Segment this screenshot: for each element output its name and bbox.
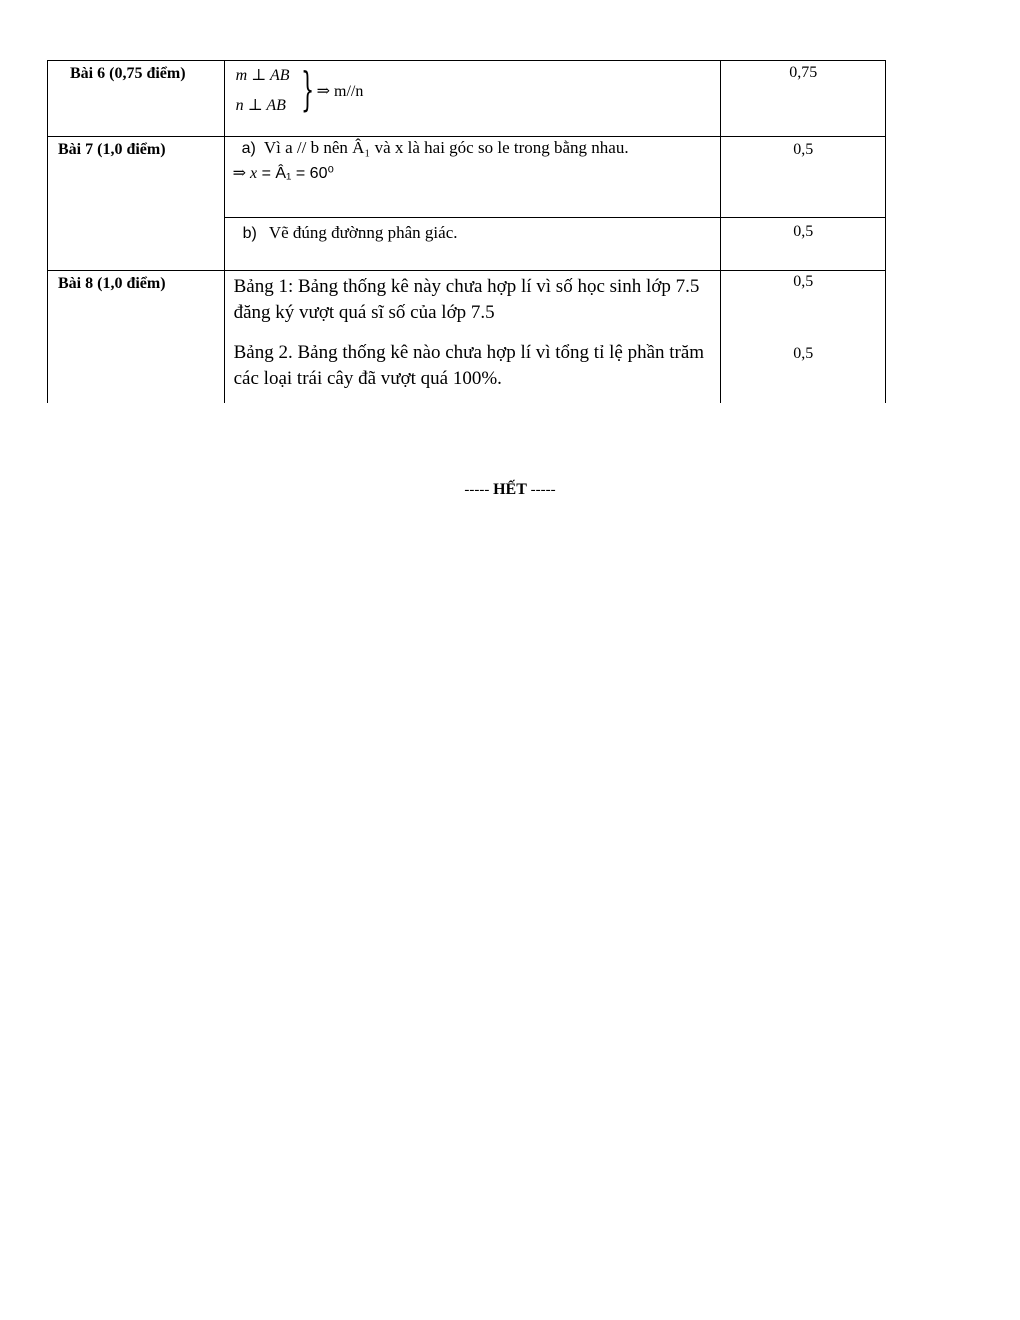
brace-symbol: } [300, 62, 314, 116]
math-line-2: n ⊥ AB [235, 97, 286, 114]
question-label: Bài 6 (0,75 điểm) [70, 65, 186, 82]
end-word: HẾT [493, 481, 527, 498]
part-a [225, 137, 721, 185]
part-text: Vẽ đúng đườnng phân giác. [268, 223, 458, 242]
result-variable: x [250, 165, 258, 182]
end-dashes-right: ----- [526, 482, 556, 498]
content-cell [224, 137, 721, 218]
content-cell [224, 271, 721, 404]
question-cell [48, 271, 225, 404]
part-marker: b) [242, 225, 257, 242]
implies-symbol: ⇒ [232, 165, 247, 182]
content-cell [224, 218, 721, 271]
table-row [48, 271, 886, 404]
answer-paragraph-1: Bảng 1: Bảng thống kê này chưa hợp lí vì số học sinh lớp 7.5 đăng ký vượt quá sĩ số của lớp 7.5 [233, 276, 700, 323]
score-value: 0,5 [793, 141, 814, 158]
result-line [233, 163, 721, 185]
grading-table [47, 60, 886, 403]
score-cell [721, 271, 886, 404]
answer-text [225, 271, 721, 392]
part-b [225, 218, 721, 245]
score-cell [721, 218, 886, 271]
content-cell [224, 61, 721, 137]
score-value: 0,5 [793, 345, 814, 362]
score-value: 0,5 [793, 223, 814, 240]
score-value: 0,5 [793, 273, 814, 290]
math-conclusion: ⇒ m//n [316, 83, 364, 100]
end-marker [0, 480, 1020, 500]
score-cell [721, 61, 886, 137]
part-text: Vì a // b nên Â₁ và x là hai góc so le trong bằng nhau. [263, 138, 629, 157]
math-line-1: m ⊥ AB [235, 67, 290, 84]
math-system [225, 61, 721, 136]
part-marker: a) [241, 140, 256, 157]
question-label: Bài 8 (1,0 điểm) [58, 275, 166, 292]
result-equation: = Â₁ = 60⁰ [257, 165, 334, 182]
score-value: 0,75 [789, 64, 818, 81]
table-row [48, 61, 886, 137]
score-cell [721, 137, 886, 218]
end-dashes-left: ----- [464, 482, 494, 498]
table-row [48, 137, 886, 218]
question-cell [48, 137, 225, 271]
answer-paragraph-2: Bảng 2. Bảng thống kê nào chưa hợp lí vì tổng tỉ lệ phần trăm các loại trái cây đã vượt quá 100%. [233, 342, 705, 389]
score-group [721, 271, 885, 403]
question-label: Bài 7 (1,0 điểm) [58, 141, 166, 158]
question-cell [48, 61, 225, 137]
